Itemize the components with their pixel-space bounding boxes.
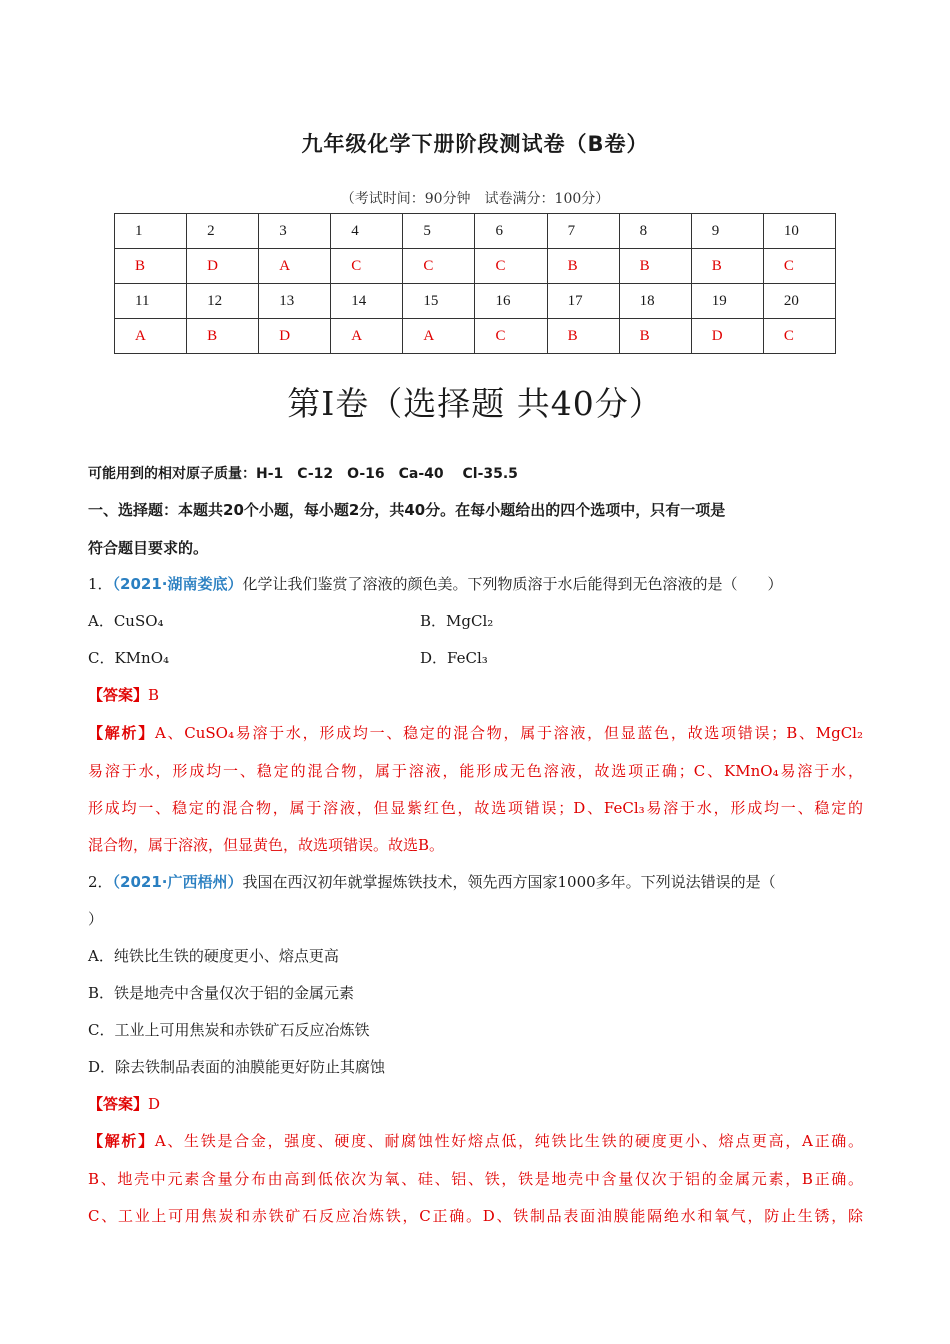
question-number: 2． <box>88 873 113 891</box>
q2-option-b: B．铁是地壳中含量仅次于铝的金属元素 <box>88 984 355 1002</box>
answer-cell: A <box>115 319 187 354</box>
analysis-text: A、生铁是合金，强度、硬度、耐腐蚀性好熔点低，纯铁比生铁的硬度更小、熔点更高，A正确。 <box>154 1132 863 1150</box>
q2-analysis-line: C、工业上可用焦炭和赤铁矿石反应冶炼铁，C正确。D、铁制品表面油膜能隔绝水和氧气，防止生锈，除 <box>88 1207 863 1225</box>
answer-label: 【答案】 <box>88 686 149 704</box>
question-number-cell: 4 <box>331 214 403 249</box>
question-number-cell: 10 <box>763 214 835 249</box>
question-number-cell: 13 <box>259 284 331 319</box>
question-number-cell: 9 <box>691 214 763 249</box>
question-number-cell: 17 <box>547 284 619 319</box>
q1-analysis-line: 混合物，属于溶液，但显黄色，故选项错误。故选B。 <box>88 836 445 854</box>
answer-key-answer-row <box>115 249 836 284</box>
answer-cell: B <box>691 249 763 284</box>
instructions-line-2: 符合题目要求的。 <box>88 539 209 557</box>
answer-cell: C <box>403 249 475 284</box>
question-number-cell: 18 <box>619 284 691 319</box>
answer-key-table <box>114 213 836 354</box>
analysis-label: 【解析】 <box>88 1132 155 1150</box>
answer-cell: B <box>115 249 187 284</box>
question-number-cell: 3 <box>259 214 331 249</box>
question-source: （2021·广西梧州） <box>112 873 243 891</box>
q2-option-d: D．除去铁制品表面的油膜能更好防止其腐蚀 <box>88 1058 386 1076</box>
question-number-cell: 16 <box>475 284 547 319</box>
answer-label: 【答案】 <box>88 1095 149 1113</box>
q2-answer <box>88 1093 160 1114</box>
q2-option-c: C．工业上可用焦炭和赤铁矿石反应冶炼铁 <box>88 1021 370 1039</box>
answer-cell: B <box>547 319 619 354</box>
question-2-stem-tail: ） <box>88 910 104 928</box>
answer-cell: A <box>259 249 331 284</box>
question-number-cell: 6 <box>475 214 547 249</box>
answer-cell: B <box>187 319 259 354</box>
answer-key-number-row <box>115 214 836 249</box>
instructions-line-1: 一、选择题：本题共20个小题，每小题2分，共40分。在每小题给出的四个选项中，只有一项是 <box>88 501 726 519</box>
question-source: （2021·湖南娄底） <box>112 575 243 593</box>
analysis-label: 【解析】 <box>88 724 155 742</box>
exam-info: （考试时间：90分钟 试卷满分：100分） <box>340 191 610 207</box>
question-text: 化学让我们鉴赏了溶液的颜色美。下列物质溶于水后能得到无色溶液的是（ ） <box>242 575 783 593</box>
question-number-cell: 20 <box>763 284 835 319</box>
question-number-cell: 15 <box>403 284 475 319</box>
section-title: 第Ⅰ卷（选择题 共40分） <box>287 384 663 423</box>
question-number-cell: 12 <box>187 284 259 319</box>
answer-cell: D <box>259 319 331 354</box>
q1-analysis-line: 易溶于水，形成均一、稳定的混合物，属于溶液，能形成无色溶液，故选项正确；C、KMnO₄易溶于水， <box>88 762 863 780</box>
question-2-stem <box>88 871 776 892</box>
answer-cell: C <box>763 249 835 284</box>
question-number: 1． <box>88 575 113 593</box>
question-number-cell: 11 <box>115 284 187 319</box>
answer-cell: C <box>475 319 547 354</box>
answer-key-answer-row <box>115 319 836 354</box>
answer-value: D <box>148 1095 161 1113</box>
answer-cell: B <box>547 249 619 284</box>
atomic-masses: 可能用到的相对原子质量：H-1 C-12 O-16 Ca-40 Cl-35.5 <box>88 466 518 482</box>
q1-answer <box>88 684 159 705</box>
question-number-cell: 19 <box>691 284 763 319</box>
q1-analysis-line: 形成均一、稳定的混合物，属于溶液，但显紫红色，故选项错误；D、FeCl₃易溶于水，形成均一、稳定的 <box>88 799 863 817</box>
answer-cell: C <box>475 249 547 284</box>
analysis-text: A、CuSO₄易溶于水，形成均一、稳定的混合物，属于溶液，但显蓝色，故选项错误；B、MgCl₂ <box>154 724 863 742</box>
q1-option-d: D．FeCl₃ <box>420 649 488 667</box>
q1-analysis-line <box>88 722 863 743</box>
answer-cell: A <box>331 319 403 354</box>
answer-key-number-row <box>115 284 836 319</box>
question-text: 我国在西汉初年就掌握炼铁技术，领先西方国家1000多年。下列说法错误的是（ <box>242 873 776 891</box>
answer-cell: D <box>187 249 259 284</box>
answer-cell: B <box>619 319 691 354</box>
q2-analysis-line <box>88 1130 863 1151</box>
question-number-cell: 1 <box>115 214 187 249</box>
question-number-cell: 2 <box>187 214 259 249</box>
answer-cell: C <box>331 249 403 284</box>
question-number-cell: 14 <box>331 284 403 319</box>
question-number-cell: 5 <box>403 214 475 249</box>
q2-option-a: A．纯铁比生铁的硬度更小、熔点更高 <box>88 947 339 965</box>
q2-analysis-line: B、地壳中元素含量分布由高到低依次为氧、硅、铝、铁，铁是地壳中含量仅次于铝的金属元素，B正确。 <box>88 1170 863 1188</box>
answer-cell: A <box>403 319 475 354</box>
question-number-cell: 7 <box>547 214 619 249</box>
answer-value: B <box>148 686 160 704</box>
question-number-cell: 8 <box>619 214 691 249</box>
q1-option-b: B．MgCl₂ <box>420 612 494 630</box>
question-1-stem <box>88 573 783 594</box>
answer-cell: B <box>619 249 691 284</box>
q1-option-a: A．CuSO₄ <box>88 612 164 630</box>
q1-option-c: C．KMnO₄ <box>88 649 170 667</box>
page-title: 九年级化学下册阶段测试卷（B卷） <box>301 132 649 156</box>
answer-cell: C <box>763 319 835 354</box>
answer-cell: D <box>691 319 763 354</box>
